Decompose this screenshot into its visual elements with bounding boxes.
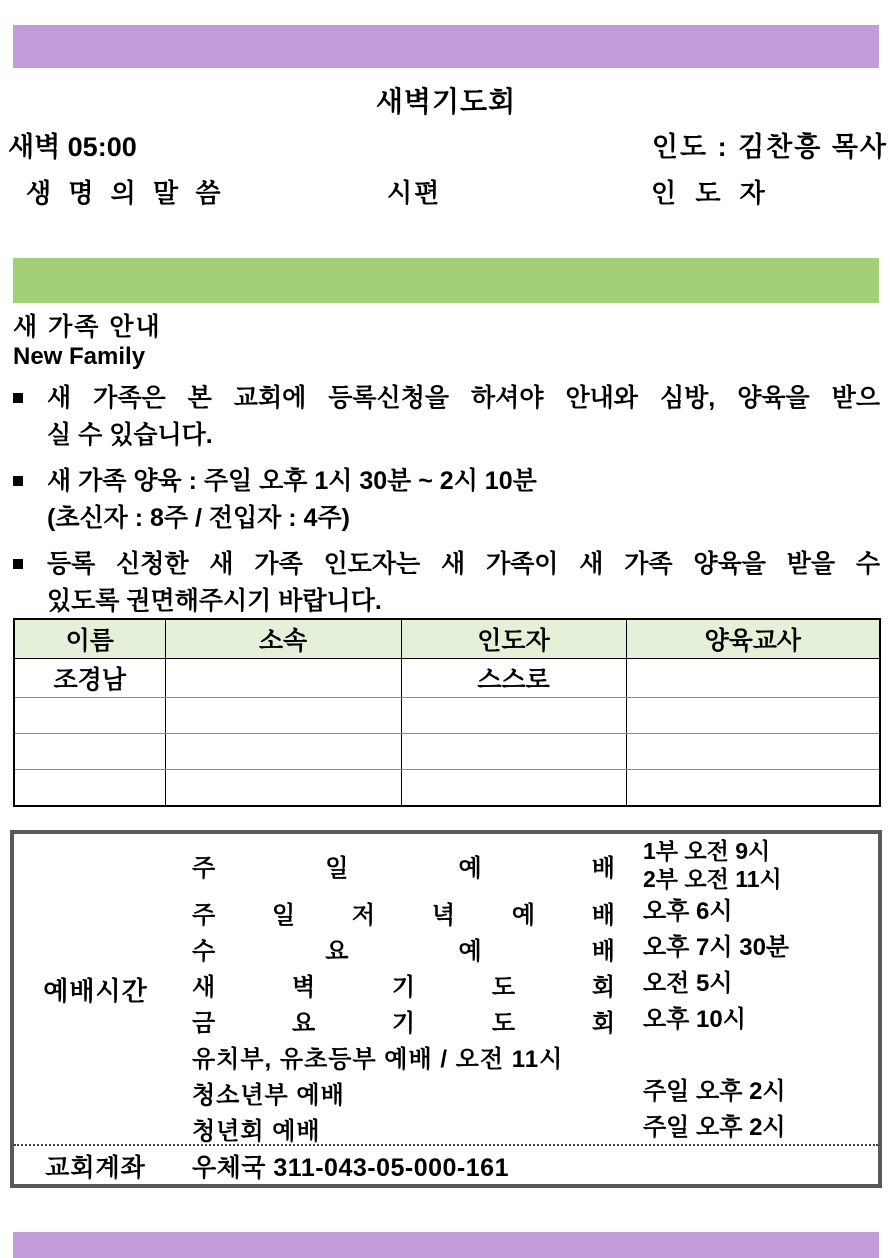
- worship-label: 예배시간: [43, 975, 148, 1006]
- bullet-line: 새 가족 양육 : 주일 오후 1시 30분 ~ 2시 10분: [47, 467, 537, 495]
- table-row: [14, 698, 880, 734]
- table-cell: [626, 659, 880, 698]
- table-cell: [626, 770, 880, 807]
- worship-name-char: 새: [192, 973, 216, 1001]
- worship-name-char: 회: [591, 973, 615, 1001]
- worship-row: [192, 966, 872, 1002]
- worship-service-name: [192, 1003, 615, 1038]
- worship-row: [192, 894, 872, 930]
- worship-service-time: [643, 898, 733, 926]
- page-title: 새벽기도회: [375, 86, 517, 117]
- worship-main: [14, 834, 878, 1144]
- column-scripture-label: 시편: [387, 178, 442, 208]
- worship-time-line: 오전 5시: [643, 970, 733, 997]
- table-row: [14, 734, 880, 770]
- table-cell: [165, 698, 401, 734]
- worship-name-char: 요: [325, 937, 349, 965]
- worship-rows: [177, 834, 878, 1144]
- worship-name-char: 배: [591, 901, 615, 929]
- bullet-square-icon: [13, 546, 47, 620]
- worship-name-char: 회: [591, 1009, 615, 1037]
- table-row: [14, 770, 880, 807]
- table-header-cell: 소속: [165, 619, 401, 659]
- worship-service-name: 유치부, 유초등부 예배 / 오전 11시: [192, 1045, 564, 1073]
- table-cell: [401, 734, 626, 770]
- column-word-label: 생 명 의 말 씀: [26, 178, 226, 208]
- worship-time-line: 오후 6시: [643, 898, 733, 925]
- bullet-square-icon: [13, 463, 47, 537]
- worship-name-char: 금: [192, 1009, 216, 1037]
- green-accent-bar: [13, 258, 879, 303]
- new-family-bullets: [13, 380, 880, 629]
- bullet-lines: [47, 380, 880, 454]
- worship-name-char: 예: [458, 854, 482, 882]
- worship-service-name: [192, 931, 615, 966]
- worship-name-char: 벽: [291, 973, 316, 1001]
- service-time-label: 새벽 05:00: [8, 132, 137, 162]
- worship-service-time: [643, 934, 789, 962]
- bullet-line: 등록 신청한 새 가족 인도자는 새 가족이 새 가족 양육을 받을 수: [47, 550, 880, 578]
- worship-name-char: 기: [391, 973, 416, 1001]
- worship-service-time: [643, 1078, 786, 1106]
- worship-service-name: 청년회 예배: [192, 1117, 321, 1145]
- new-family-table: [13, 618, 881, 807]
- bullet-lines: [47, 463, 880, 537]
- table-cell: [165, 659, 401, 698]
- worship-box: [10, 830, 882, 1188]
- worship-name-char: 예: [458, 937, 482, 965]
- worship-time-line: 오후 7시 30분: [643, 934, 790, 961]
- worship-name-char: 예: [511, 901, 535, 929]
- bullet-item: [13, 546, 880, 620]
- worship-time-line: 1부 오전 9시: [643, 838, 771, 864]
- worship-row: [192, 836, 872, 894]
- worship-name-char: 배: [591, 854, 615, 882]
- worship-row: [192, 1002, 872, 1038]
- worship-name-char: 기: [391, 1009, 416, 1037]
- bullet-item: [13, 463, 880, 537]
- bullet-lines: [47, 546, 880, 620]
- worship-service-time: [643, 837, 782, 893]
- worship-service-name: [192, 895, 615, 930]
- worship-name-char: 주: [192, 854, 216, 882]
- worship-service-name: [192, 848, 615, 883]
- worship-row: [192, 1110, 872, 1146]
- top-accent-bar: [13, 25, 879, 68]
- table-cell: [401, 770, 626, 807]
- worship-service-time: [643, 1114, 786, 1142]
- bullet-line: 있도록 권면해주시기 바랍니다.: [47, 587, 382, 615]
- worship-service-name: 청소년부 예배: [192, 1081, 345, 1109]
- worship-row: [192, 1038, 872, 1074]
- worship-time-line: 2부 오전 11시: [643, 866, 782, 892]
- column-leader-label: 인 도 자: [651, 178, 771, 208]
- worship-service-time: [643, 1006, 746, 1034]
- table-row: [14, 659, 880, 698]
- table-header-cell: 인도자: [401, 619, 626, 659]
- worship-name-char: 도: [491, 1009, 516, 1037]
- table-cell: [165, 734, 401, 770]
- new-family-heading-ko: 새 가족 안내: [13, 313, 162, 341]
- worship-row: [192, 1074, 872, 1110]
- table-cell: [165, 770, 401, 807]
- worship-name-char: 저: [351, 901, 376, 929]
- worship-name-char: 주: [192, 901, 216, 929]
- worship-name-char: 요: [291, 1009, 316, 1037]
- service-leader-label: 인도 : 김찬흥 목사: [651, 132, 888, 162]
- worship-service-time: [643, 970, 733, 998]
- table-cell: [626, 734, 880, 770]
- worship-name-char: 녁: [431, 901, 456, 929]
- account-label: 교회계좌: [45, 1154, 146, 1182]
- table-cell: 스스로: [401, 659, 626, 698]
- table-cell: [14, 734, 165, 770]
- worship-time-line: 주일 오후 2시: [643, 1078, 786, 1105]
- table-cell: [14, 770, 165, 807]
- worship-row: [192, 930, 872, 966]
- bottom-accent-bar: [13, 1232, 879, 1258]
- worship-time-line: 주일 오후 2시: [643, 1114, 786, 1141]
- bullet-square-icon: [13, 380, 47, 454]
- worship-name-char: 일: [325, 854, 349, 882]
- table-cell: [626, 698, 880, 734]
- table-cell: 조경남: [14, 659, 165, 698]
- header-info-row: [8, 125, 888, 164]
- table-header-cell: 이름: [14, 619, 165, 659]
- bullet-line: 실 수 있습니다.: [47, 421, 213, 449]
- bullet-line: (초신자 : 8주 / 전입자 : 4주): [47, 504, 350, 532]
- header-columns-row: [0, 173, 892, 207]
- table-cell: [401, 698, 626, 734]
- account-value: 우체국 311-043-05-000-161: [192, 1154, 509, 1182]
- account-row: [14, 1144, 878, 1186]
- table-header-cell: 양육교사: [626, 619, 880, 659]
- worship-service-name: [192, 967, 615, 1002]
- worship-time-line: 오후 10시: [643, 1006, 746, 1033]
- worship-name-char: 도: [491, 973, 516, 1001]
- worship-name-char: 수: [192, 937, 216, 965]
- table-header-row: [14, 619, 880, 659]
- bullet-item: [13, 380, 880, 454]
- table-cell: [14, 698, 165, 734]
- new-family-heading-en: New Family: [13, 343, 146, 370]
- bullet-line: 새 가족은 본 교회에 등록신청을 하셔야 안내와 심방, 양육을 받으: [47, 384, 880, 412]
- worship-name-char: 일: [271, 901, 296, 929]
- worship-name-char: 배: [591, 937, 615, 965]
